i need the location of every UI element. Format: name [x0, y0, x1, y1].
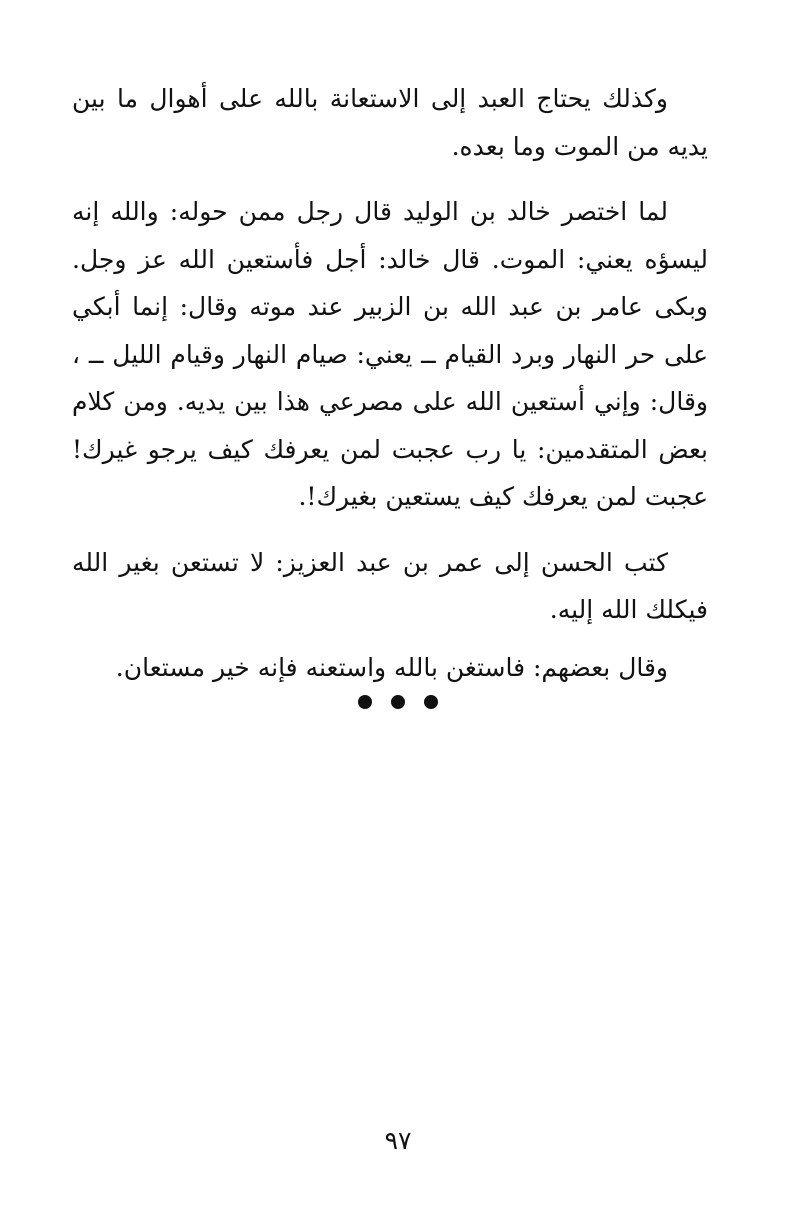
page-body [72, 75, 708, 691]
paragraph-1: وكذلك يحتاج العبد إلى الاستعانة بالله على أهوال ما بين يديه من الموت وما بعده. [72, 84, 708, 161]
page-number: ٩٧ [384, 1126, 412, 1155]
separator-dot-icon [358, 695, 372, 709]
separator-dot-icon [391, 695, 405, 709]
paragraph-2: لما اختصر خالد بن الوليد قال رجل ممن حوله: والله إنه ليسؤه يعني: الموت. قال خالد: أجل فأستعين الله عز وجل. وبكى عامر بن عبد الله بن الزبير عند موته وقال: إنما أبكي على حر النهار وبرد القيام ــ يعني: صيام النهار وقيام الليل ــ ، وقال: وإني أستعين الله على مصرعي هذا بين يديه. ومن كلام بعض المتقدمين: يا رب عجبت لمن يعرفك كيف يرجو غيرك! عجبت لمن يعرفك كيف يستعين بغيرك!. [72, 197, 708, 511]
paragraph-4: وقال بعضهم: فاستغن بالله واستعنه فإنه خير مستعان. [115, 652, 668, 682]
separator-dot-icon [424, 695, 438, 709]
section-separator [0, 694, 796, 713]
paragraph-3: كتب الحسن إلى عمر بن عبد العزيز: لا تستعن بغير الله فيكلك الله إليه. [72, 547, 708, 624]
